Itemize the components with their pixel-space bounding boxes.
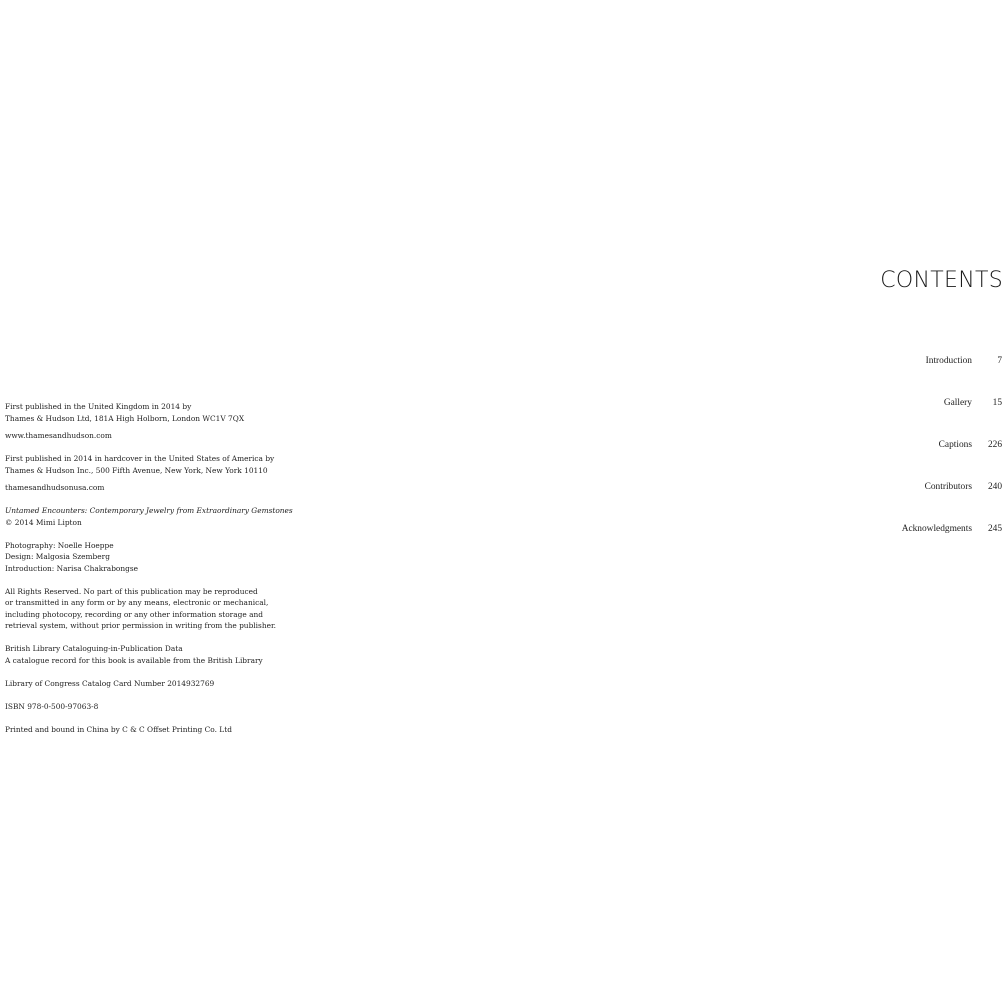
- rights-line: or transmitted in any form or by any means, electronic or mechanical,: [5, 598, 269, 607]
- toc-entry-page: 226: [987, 440, 1002, 450]
- imprint-line: Thames & Hudson Inc., 500 Fifth Avenue, New York, New York 10110: [5, 465, 268, 475]
- us-website: [5, 482, 255, 494]
- toc-entry: [702, 356, 1002, 398]
- british-library-block: [5, 643, 263, 666]
- library-of-congress: [5, 678, 255, 690]
- toc-entry-page: 7: [997, 356, 1002, 366]
- imprint-line: thamesandhudsonusa.com: [5, 483, 105, 492]
- copyright-line: © 2014 Mimi Lipton: [5, 517, 82, 527]
- toc-entry: [702, 398, 1002, 440]
- printer-credit: [5, 724, 255, 736]
- credit-line: Design: Malgosia Szemberg: [5, 552, 110, 561]
- toc-entry-label: Acknowledgments: [901, 524, 972, 534]
- contents-heading: CONTENTS: [880, 268, 1003, 293]
- table-of-contents: [702, 356, 1002, 566]
- toc-entry: [702, 440, 1002, 482]
- uk-website: [5, 430, 255, 442]
- rights-line: retrieval system, without prior permission in writing from the publisher.: [5, 621, 277, 630]
- imprint-line: First published in the United Kingdom in 2014 by: [5, 402, 192, 411]
- cataloguing-line: British Library Cataloguing-in-Publication Data: [5, 644, 183, 653]
- copyright-page: [5, 401, 293, 735]
- credits-block: [5, 540, 255, 575]
- printer-line: Printed and bound in China by C & C Offset Printing Co. Ltd: [5, 724, 232, 734]
- toc-entry-label: Gallery: [943, 398, 972, 408]
- toc-entry: [702, 482, 1002, 524]
- credit-line: Photography: Noelle Hoeppe: [5, 540, 114, 550]
- imprint-line: Thames & Hudson Ltd, 181A High Holborn, London WC1V 7QX: [5, 413, 245, 423]
- cataloguing-line: A catalogue record for this book is available from the British Library: [5, 655, 263, 665]
- toc-entry-label: Captions: [938, 440, 972, 450]
- book-title: Untamed Encounters: Contemporary Jewelry from Extraordinary Gemstones: [5, 506, 293, 515]
- uk-publisher-block: [5, 401, 255, 424]
- toc-entry: [702, 524, 1002, 566]
- imprint-line: First published in 2014 in hardcover in the United States of America by: [5, 454, 275, 463]
- rights-line: All Rights Reserved. No part of this publication may be reproduced: [5, 586, 258, 596]
- toc-entry-page: 15: [992, 398, 1002, 408]
- toc-entry-label: Contributors: [924, 482, 972, 492]
- credit-line: Introduction: Narisa Chakrabongse: [5, 563, 139, 573]
- rights-block: [5, 586, 277, 632]
- toc-entry-page: 245: [987, 524, 1002, 534]
- imprint-line: www.thamesandhudson.com: [5, 431, 112, 440]
- toc-entry-label: Introduction: [925, 356, 972, 366]
- title-copyright-block: [5, 505, 293, 528]
- isbn: [5, 701, 255, 713]
- isbn-line: ISBN 978-0-500-97063-8: [5, 701, 99, 711]
- toc-entry-page: 240: [987, 482, 1002, 492]
- catalog-number-line: Library of Congress Catalog Card Number 2014932769: [5, 678, 215, 688]
- us-publisher-block: [5, 453, 275, 476]
- rights-line: including photocopy, recording or any other information storage and: [5, 609, 263, 619]
